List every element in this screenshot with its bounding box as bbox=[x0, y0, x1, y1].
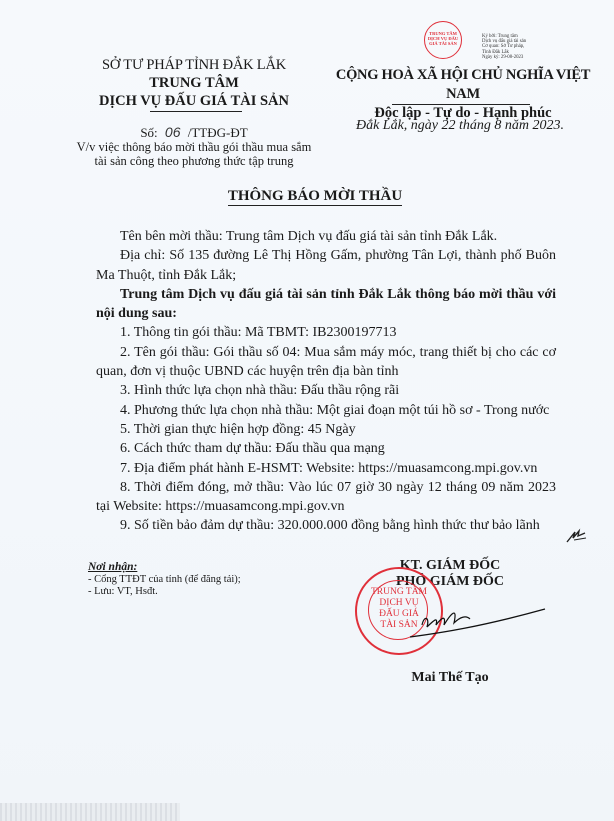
header-right bbox=[318, 66, 608, 123]
doc-number-prefix: Số: bbox=[140, 125, 158, 140]
seal-line: ĐẤU GIÁ bbox=[379, 609, 419, 619]
seal-line: TRUNG TÂM bbox=[370, 587, 428, 597]
address-line: Địa chỉ: Số 135 đường Lê Thị Hồng Gấm, phường Tân Lợi, thành phố Buôn Ma Thuột, tỉnh Đắk Lắk; bbox=[96, 248, 556, 283]
esig-line: Cơ quan: Sở Tư pháp, bbox=[482, 44, 525, 50]
esig-line: Ngày ký: 29-08-2023 bbox=[482, 54, 524, 60]
document-title bbox=[150, 188, 480, 205]
title-text: THÔNG BÁO MỜI THẦU bbox=[227, 188, 403, 204]
sign-title-1: KT. GIÁM ĐỐC bbox=[399, 558, 501, 573]
recipient-item: - Lưu: VT, Hsđt. bbox=[88, 586, 158, 597]
place-date: Đắk Lắk, ngày 22 tháng 8 năm 2023. bbox=[355, 118, 565, 133]
org-line-2: DỊCH VỤ ĐẤU GIÁ TÀI SẢN bbox=[98, 93, 289, 109]
header-left-underline bbox=[150, 111, 242, 112]
national-motto: Độc lập - Tự do - Hạnh phúc bbox=[374, 105, 552, 121]
document-number bbox=[78, 124, 310, 141]
recipient-item: - Cổng TTĐT của tỉnh (để đăng tải); bbox=[88, 573, 241, 585]
header-left bbox=[78, 56, 310, 110]
sign-title-2: PHÓ GIÁM ĐỐC bbox=[395, 574, 505, 589]
intro-line: Trung tâm Dịch vụ đấu giá tài sản tỉnh Đắk Lắk thông báo mời thầu với nội dung sau: bbox=[96, 286, 556, 322]
list-item: 9. Số tiền bảo đảm dự thầu: 320.000.000 đồng bằng hình thức thư bảo lãnh bbox=[120, 518, 540, 534]
digital-signature-info bbox=[482, 34, 552, 60]
digital-stamp-text: TRUNG TÂM DỊCH VỤ ĐẤU GIÁ TÀI SẢN bbox=[427, 31, 459, 46]
agency-name: SỞ TƯ PHÁP TỈNH ĐẮK LẮK bbox=[101, 57, 287, 73]
list-item: 6. Cách thức tham dự thầu: Đấu thầu qua mạng bbox=[120, 441, 385, 457]
motto-underline bbox=[392, 104, 530, 105]
initial-mark-icon bbox=[565, 526, 587, 544]
subject-line-1: V/v việc thông báo mời thầu gói thầu mua sắm bbox=[76, 140, 312, 154]
inviter-line: Tên bên mời thầu: Trung tâm Dịch vụ đấu giá tài sản tỉnh Đắk Lắk. bbox=[120, 229, 498, 244]
seal-line: TÀI SẢN bbox=[380, 620, 418, 630]
document-subject bbox=[72, 140, 316, 168]
national-title: CỘNG HOÀ XÃ HỘI CHỦ NGHĨA VIỆT NAM bbox=[335, 67, 591, 102]
subject-line-2: tài sản công theo phương thức tập trung bbox=[94, 154, 294, 168]
scan-artifact bbox=[0, 803, 180, 821]
list-item: 2. Tên gói thầu: Gói thầu số 04: Mua sắm máy móc, trang thiết bị cho các cơ quan, đơn vị thuộc UBND các huyện trên địa bàn tỉnh bbox=[96, 344, 556, 380]
handwritten-signature-icon bbox=[400, 595, 550, 645]
esig-line: Ký bởi: Trung tâm bbox=[482, 34, 518, 39]
list-item: 5. Thời gian thực hiện hợp đồng: 45 Ngày bbox=[120, 421, 356, 437]
seal-line: DỊCH VỤ bbox=[379, 598, 419, 608]
list-item: 8. Thời điểm đóng, mở thầu: Vào lúc 07 giờ 30 ngày 12 tháng 09 năm 2023 tại Website: https://muasamcong.mpi.gov.vn bbox=[96, 479, 556, 515]
signer-name: Mai Thế Tạo bbox=[411, 670, 489, 685]
list-item: 7. Địa điểm phát hành E-HSMT: Website: https://muasamcong.mpi.gov.vn bbox=[120, 460, 538, 476]
org-line-1: TRUNG TÂM bbox=[149, 75, 239, 91]
doc-number-suffix: /TTĐG-ĐT bbox=[187, 125, 248, 140]
list-item: 3. Hình thức lựa chọn nhà thầu: Đấu thầu rộng rãi bbox=[120, 383, 400, 399]
recipients-title: Nơi nhận: bbox=[88, 561, 138, 573]
document-body bbox=[96, 227, 556, 536]
recipients bbox=[88, 561, 318, 599]
digital-stamp-icon bbox=[424, 21, 462, 59]
esig-line: Dịch vụ đấu giá tài sản bbox=[482, 39, 527, 45]
esig-line: Tỉnh Đắk Lắk bbox=[482, 49, 509, 55]
doc-number-value: 06 bbox=[164, 124, 181, 140]
list-item: 4. Phương thức lựa chọn nhà thầu: Một giai đoạn một túi hồ sơ - Trong nước bbox=[120, 402, 550, 418]
list-item: 1. Thông tin gói thầu: Mã TBMT: IB2300197713 bbox=[120, 325, 397, 341]
